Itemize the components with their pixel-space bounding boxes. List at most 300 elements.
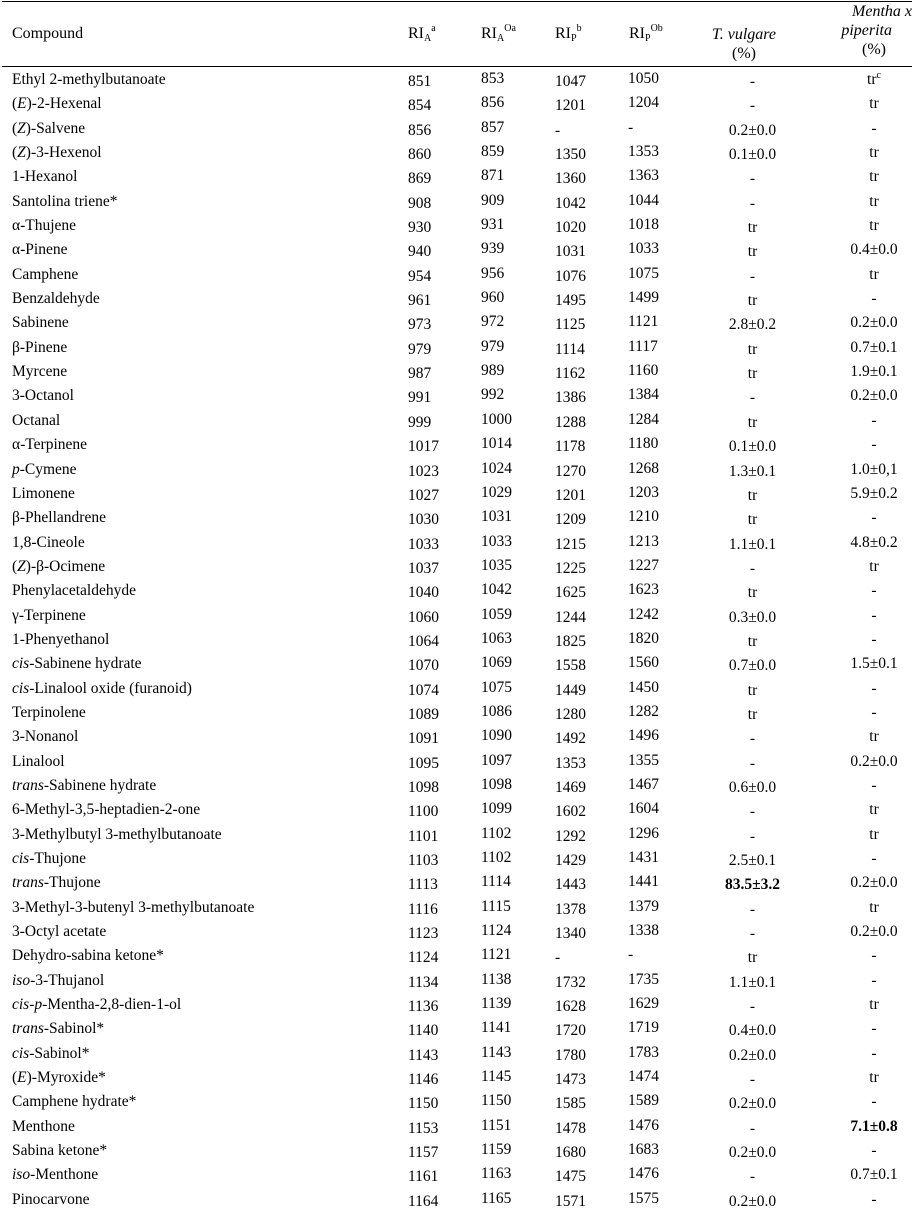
ri-p-o-value: 1121 — [628, 313, 659, 331]
ri-a-value: 1161 — [408, 1168, 439, 1186]
t-vulgare-value: - — [749, 97, 756, 115]
ri-a-o-value: 1115 — [481, 897, 511, 915]
ri-p-value: 1443 — [555, 876, 586, 894]
ri-p-o-value: 1683 — [628, 1141, 659, 1159]
mentha-piperita-value: - — [871, 411, 877, 429]
ri-p-o-value: 1476 — [628, 1116, 659, 1134]
ri-p-value: 1114 — [555, 340, 585, 358]
compound-name: Sabina ketone* — [12, 1142, 108, 1160]
ri-p-value: 1825 — [555, 632, 586, 650]
compound-name: cis-p-Mentha-2,8-dien-1-ol — [12, 996, 182, 1014]
table-row — [0, 579, 914, 603]
table-row — [0, 165, 914, 189]
ri-p-o-value: 1203 — [628, 483, 659, 501]
header-ri-a: $RI_A^a$ — [408, 23, 436, 44]
ri-a-value: 1150 — [408, 1095, 439, 1113]
table-row — [0, 701, 914, 725]
ri-p-value: 1602 — [555, 803, 586, 821]
table-row — [0, 652, 914, 676]
mentha-piperita-value: - — [871, 703, 877, 721]
ri-a-value: 1074 — [408, 681, 439, 699]
compound-name: (E)-Myroxide* — [12, 1069, 106, 1087]
table-row — [0, 287, 914, 311]
ri-p-o-value: 1284 — [628, 410, 659, 428]
ri-p-value: 1780 — [555, 1046, 586, 1064]
mentha-piperita-value: - — [871, 850, 877, 867]
ri-a-o-value: 992 — [481, 386, 505, 404]
ri-a-o-value: 1075 — [481, 678, 512, 696]
t-vulgare-value: - — [749, 1119, 756, 1137]
compound-name: Myrcene — [12, 363, 68, 381]
ri-a-value: 1124 — [408, 949, 439, 967]
ri-a-o-value: 1042 — [481, 581, 512, 599]
ri-a-value: 1164 — [408, 1192, 439, 1210]
mentha-piperita-value: - — [871, 776, 877, 794]
ri-p-value: 1478 — [555, 1119, 586, 1137]
ri-a-o-value: 1143 — [481, 1043, 512, 1061]
mentha-piperita-value: $tr^c$ — [867, 70, 881, 88]
mentha-piperita-value: 0.4±0.0 — [850, 241, 898, 259]
t-vulgare-value: tr — [747, 219, 758, 237]
compound-name: Menthone — [12, 1117, 75, 1135]
compound-name: α-Terpinene — [12, 436, 88, 454]
t-vulgare-value: tr — [747, 632, 758, 650]
table-row — [0, 1115, 914, 1139]
mentha-piperita-value: 0.2±0.0 — [850, 923, 898, 941]
table-row — [0, 628, 914, 652]
t-vulgare-value: 0.2±0.0 — [728, 1046, 777, 1064]
ri-p-o-value: 1044 — [628, 191, 659, 209]
ri-a-value: 1017 — [408, 438, 439, 456]
t-vulgare-value: tr — [747, 340, 758, 358]
ri-a-o-value: 1035 — [481, 556, 512, 574]
compound-name: Octanal — [12, 411, 61, 429]
ri-p-value: 1492 — [555, 730, 586, 748]
compound-name: (Z)-Salvene — [12, 119, 86, 137]
t-vulgare-value: 1.1±0.1 — [728, 535, 777, 553]
mentha-piperita-value: 7.1±0.8 — [850, 1117, 898, 1135]
table-row — [0, 847, 914, 871]
table-row — [0, 750, 914, 774]
table-row — [0, 725, 914, 749]
header-mentha-piperita: Mentha x piperita (%) — [841, 3, 912, 58]
mentha-piperita-value: tr — [869, 217, 879, 235]
ri-a-o-value: 1145 — [481, 1068, 512, 1086]
ri-p-value: 1020 — [555, 219, 586, 237]
ri-p-o-value: 1210 — [628, 508, 659, 526]
ri-a-o-value: 1031 — [481, 508, 512, 526]
t-vulgare-value: - — [749, 998, 756, 1016]
mentha-piperita-value: - — [871, 947, 877, 965]
mentha-piperita-value: 0.7±0.1 — [850, 1166, 898, 1184]
ri-p-value: 1201 — [555, 486, 586, 504]
mentha-piperita-value: 0.2±0.0 — [850, 314, 898, 332]
compound-name: trans-Sabinene hydrate — [12, 776, 157, 794]
compound-name: Pinocarvone — [12, 1190, 90, 1208]
ri-p-o-value: 1282 — [628, 702, 659, 720]
mentha-piperita-value: - — [871, 582, 877, 600]
ri-a-o-value: 909 — [481, 191, 505, 209]
ri-a-o-value: 1063 — [481, 629, 512, 647]
table-row — [0, 1042, 914, 1066]
ri-a-o-value: 1138 — [481, 970, 512, 988]
ri-p-o-value: 1783 — [628, 1043, 659, 1061]
ri-a-o-value: 979 — [481, 337, 505, 355]
table-row — [0, 92, 914, 116]
header-ri-p-o: $RI_P^{Ob}$ — [629, 23, 663, 44]
t-vulgare-value: 0.7±0.0 — [728, 657, 777, 675]
compound-name: Limonene — [12, 484, 75, 502]
mentha-piperita-value: tr — [869, 728, 879, 746]
t-vulgare-value: 0.2±0.0 — [728, 1192, 777, 1210]
compound-name: (E)-2-Hexenal — [12, 95, 102, 113]
t-vulgare-value: 0.6±0.0 — [728, 778, 777, 796]
ri-a-o-value: 1165 — [481, 1189, 512, 1207]
table-row — [0, 555, 914, 579]
ri-p-o-value: 1033 — [628, 240, 659, 258]
ri-p-value: 1162 — [555, 365, 586, 383]
ri-p-o-value: 1476 — [628, 1165, 659, 1183]
table-row — [0, 190, 914, 214]
table-row — [0, 604, 914, 628]
ri-p-o-value: 1474 — [628, 1068, 659, 1086]
ri-a-value: 869 — [408, 170, 432, 188]
ri-p-value: 1720 — [555, 1022, 586, 1040]
t-vulgare-value: tr — [747, 511, 758, 529]
ri-a-value: 979 — [408, 340, 432, 358]
ri-p-o-value: 1180 — [628, 435, 659, 453]
ri-a-o-value: 931 — [481, 216, 505, 234]
ri-a-value: 1095 — [408, 754, 439, 772]
ri-a-value: 856 — [408, 121, 432, 139]
ri-p-value: 1280 — [555, 705, 586, 723]
ri-a-o-value: 972 — [481, 313, 505, 331]
mentha-piperita-value: 1.5±0.1 — [850, 655, 898, 673]
ri-p-o-value: 1496 — [628, 727, 659, 745]
ri-a-value: 1033 — [408, 535, 439, 553]
mentha-piperita-value: 1.0±0,1 — [850, 460, 898, 478]
header-ri-a-o: $RI_A^{Oa}$ — [481, 23, 516, 44]
compound-name: Dehydro-sabina ketone* — [12, 947, 164, 965]
compound-name: (Z)-β-Ocimene — [12, 557, 106, 575]
mentha-piperita-value: tr — [869, 95, 879, 113]
ri-p-value: 1350 — [555, 146, 586, 164]
table-row — [0, 774, 914, 798]
header-ri-p: $RI_P^b$ — [555, 23, 582, 44]
mentha-piperita-value: - — [871, 436, 877, 454]
mentha-piperita-value: - — [871, 1020, 877, 1038]
ri-a-value: 1060 — [408, 608, 439, 626]
compound-name: 1,8-Cineole — [12, 533, 85, 551]
table-row — [0, 969, 914, 993]
table-row — [0, 433, 914, 457]
ri-p-o-value: 1117 — [628, 337, 658, 355]
compound-name: β-Phellandrene — [12, 509, 106, 527]
ri-a-value: 1064 — [408, 632, 439, 650]
t-vulgare-value: - — [749, 827, 756, 845]
ri-p-o-value: 1338 — [628, 922, 659, 940]
ri-a-o-value: 859 — [481, 143, 505, 161]
table-row — [0, 1139, 914, 1163]
ri-p-o-value: 1353 — [628, 143, 659, 161]
compound-name: γ-Terpinene — [12, 606, 86, 624]
compound-name: Ethyl 2-methylbutanoate — [12, 71, 166, 88]
ri-a-o-value: 1151 — [481, 1116, 512, 1134]
ri-a-value: 1037 — [408, 559, 439, 577]
ri-p-value: 1473 — [555, 1071, 586, 1089]
ri-p-o-value: 1355 — [628, 751, 659, 769]
compound-name: α-Thujene — [12, 217, 77, 235]
t-vulgare-value: 83.5±3.2 — [724, 876, 780, 894]
table-row — [0, 384, 914, 408]
ri-a-o-value: 871 — [481, 167, 505, 185]
mentha-piperita-value: 0.2±0.0 — [850, 752, 898, 770]
t-vulgare-value: 1.3±0.1 — [728, 462, 777, 480]
ri-a-o-value: 1014 — [481, 435, 512, 453]
table-row — [0, 263, 914, 287]
table-row — [0, 531, 914, 555]
ri-p-o-value: 1227 — [628, 556, 659, 574]
ri-p-value: 1585 — [555, 1095, 586, 1113]
ri-a-o-value: 1150 — [481, 1092, 512, 1110]
ri-a-o-value: 1029 — [481, 483, 512, 501]
t-vulgare-value: - — [749, 389, 756, 407]
ri-a-value: 1153 — [408, 1119, 439, 1137]
ri-a-value: 973 — [408, 316, 432, 334]
table-row — [0, 311, 914, 335]
compound-name: cis-Sabinene hydrate — [12, 655, 142, 673]
ri-p-value: 1292 — [555, 827, 586, 845]
ri-p-o-value: 1499 — [628, 289, 659, 307]
ri-a-value: 999 — [408, 413, 432, 431]
ri-a-value: 1040 — [408, 584, 439, 602]
table-top-rule — [2, 1, 912, 2]
t-vulgare-value: - — [749, 559, 756, 577]
t-vulgare-value: 0.3±0.0 — [728, 608, 777, 626]
ri-p-o-value: 1050 — [628, 70, 659, 87]
ri-p-value: 1076 — [555, 267, 586, 285]
ri-a-o-value: 1090 — [481, 727, 512, 745]
ri-p-o-value: 1213 — [628, 532, 659, 550]
compound-name: trans-Thujone — [12, 874, 101, 892]
mentha-piperita-value: - — [871, 679, 877, 697]
compound-name: Terpinolene — [12, 703, 86, 721]
ri-p-value: 1225 — [555, 559, 586, 577]
compound-name: iso-Menthone — [12, 1166, 99, 1184]
ri-a-value: 1140 — [408, 1022, 439, 1040]
compound-name: trans-Sabinol* — [12, 1020, 105, 1038]
ri-p-value: 1270 — [555, 462, 586, 480]
ri-p-o-value: - — [628, 946, 634, 964]
table-row — [0, 1017, 914, 1041]
table-row — [0, 214, 914, 238]
ri-a-value: 1116 — [408, 900, 438, 918]
ri-p-o-value: 1623 — [628, 581, 659, 599]
ri-p-o-value: 1431 — [628, 849, 659, 866]
ri-a-value: 851 — [408, 73, 432, 90]
t-vulgare-value: tr — [747, 949, 758, 967]
ri-p-value: 1125 — [555, 316, 586, 334]
ri-p-value: 1628 — [555, 998, 586, 1016]
t-vulgare-value: - — [749, 73, 756, 90]
ri-a-o-value: 1139 — [481, 995, 512, 1013]
compound-name: 3-Octyl acetate — [12, 923, 107, 941]
ri-a-value: 954 — [408, 267, 432, 285]
ri-a-o-value: 1059 — [481, 605, 512, 623]
ri-a-o-value: 1102 — [481, 824, 512, 842]
compound-name: Camphene — [12, 265, 79, 283]
mentha-piperita-value: 4.8±0.2 — [850, 533, 898, 551]
ri-p-o-value: 1820 — [628, 629, 659, 647]
ri-p-value: 1360 — [555, 170, 586, 188]
header-bottom-rule — [2, 66, 912, 67]
ri-a-value: 940 — [408, 243, 432, 261]
ri-p-o-value: 1560 — [628, 654, 659, 672]
compound-name: 3-Methylbutyl 3-methylbutanoate — [12, 825, 222, 843]
t-vulgare-value: tr — [747, 681, 758, 699]
ri-a-o-value: 856 — [481, 94, 505, 112]
ri-a-value: 1089 — [408, 705, 439, 723]
compound-name: iso-3-Thujanol — [12, 971, 105, 989]
ri-a-value: 1070 — [408, 657, 439, 675]
mentha-piperita-value: - — [871, 119, 877, 137]
compound-name: 1-Hexanol — [12, 168, 78, 186]
table-row — [0, 1188, 914, 1212]
compound-name: Benzaldehyde — [12, 290, 100, 308]
mentha-piperita-value: - — [871, 971, 877, 989]
compound-name: β-Pinene — [12, 338, 68, 356]
ri-p-value: 1201 — [555, 97, 586, 115]
ri-a-o-value: 939 — [481, 240, 505, 258]
t-vulgare-value: 0.1±0.0 — [728, 146, 777, 164]
ri-a-value: 1143 — [408, 1046, 439, 1064]
t-vulgare-value: tr — [747, 243, 758, 261]
compound-name: p-Cymene — [12, 460, 77, 478]
table-row — [0, 360, 914, 384]
ri-p-value: 1429 — [555, 852, 586, 869]
table-row — [0, 1090, 914, 1114]
ri-a-value: 1027 — [408, 486, 439, 504]
ri-p-value: 1378 — [555, 900, 586, 918]
ri-a-value: 991 — [408, 389, 432, 407]
ri-a-o-value: 1098 — [481, 775, 512, 793]
compound-name: Phenylacetaldehyde — [12, 582, 136, 600]
t-vulgare-value: - — [749, 803, 756, 821]
t-vulgare-value: - — [749, 1071, 756, 1089]
compound-name: Linalool — [12, 752, 65, 770]
t-vulgare-value: 2.8±0.2 — [728, 316, 777, 334]
t-vulgare-value: - — [749, 267, 756, 285]
ri-p-value: 1680 — [555, 1144, 586, 1162]
ri-p-value: 1495 — [555, 292, 586, 310]
t-vulgare-value: - — [749, 754, 756, 772]
mentha-piperita-value: 1.9±0.1 — [850, 363, 898, 381]
ri-a-o-value: 853 — [481, 70, 505, 87]
t-vulgare-value: - — [749, 730, 756, 748]
table-row — [0, 238, 914, 262]
table-row — [0, 920, 914, 944]
ri-p-o-value: 1719 — [628, 1019, 659, 1037]
t-vulgare-value: - — [749, 170, 756, 188]
ri-p-o-value: 1384 — [628, 386, 659, 404]
ri-p-value: 1449 — [555, 681, 586, 699]
ri-a-value: 987 — [408, 365, 432, 383]
mentha-piperita-value: tr — [869, 557, 879, 575]
ri-p-o-value: 1268 — [628, 459, 659, 477]
ri-a-value: 1113 — [408, 876, 438, 894]
ri-a-value: 1134 — [408, 973, 439, 991]
table-row — [0, 823, 914, 847]
mentha-piperita-value: tr — [869, 898, 879, 916]
compound-name: Camphene hydrate* — [12, 1093, 137, 1111]
header-compound: Compound — [12, 25, 84, 42]
ri-p-o-value: 1629 — [628, 995, 659, 1013]
compound-name: (Z)-3-Hexenol — [12, 144, 102, 162]
compound-name: cis-Linalool oxide (furanoid) — [12, 679, 192, 697]
ri-a-o-value: 857 — [481, 118, 505, 136]
ri-p-value: 1340 — [555, 925, 586, 943]
ri-a-o-value: 1124 — [481, 922, 512, 940]
ri-p-value: 1353 — [555, 754, 586, 772]
table-row — [0, 871, 914, 895]
ri-a-o-value: 1099 — [481, 800, 512, 818]
table-row — [0, 1163, 914, 1187]
ri-p-o-value: 1575 — [628, 1189, 659, 1207]
ri-p-value: 1571 — [555, 1192, 586, 1210]
ri-p-value: - — [555, 949, 561, 967]
t-vulgare-value: 0.2±0.0 — [728, 121, 777, 139]
t-vulgare-value: 0.2±0.0 — [728, 1144, 777, 1162]
mentha-piperita-value: 0.2±0.0 — [850, 874, 898, 892]
table-row — [0, 993, 914, 1017]
mentha-piperita-value: - — [871, 509, 877, 527]
ri-a-o-value: 1102 — [481, 849, 512, 866]
ri-a-value: 1101 — [408, 827, 439, 845]
ri-a-value: 1030 — [408, 511, 439, 529]
ri-p-o-value: 1363 — [628, 167, 659, 185]
ri-p-value: 1244 — [555, 608, 586, 626]
table-row — [0, 141, 914, 165]
compound-name: cis-Thujone — [12, 850, 87, 867]
ri-p-value: 1031 — [555, 243, 586, 261]
t-vulgare-value: 0.1±0.0 — [728, 438, 777, 456]
mentha-piperita-value: tr — [869, 801, 879, 819]
ri-a-o-value: 1000 — [481, 410, 512, 428]
table-row — [0, 1066, 914, 1090]
table-row — [0, 336, 914, 360]
ri-a-o-value: 1069 — [481, 654, 512, 672]
ri-a-o-value: 1159 — [481, 1141, 512, 1159]
table-row — [0, 798, 914, 822]
ri-a-o-value: 1114 — [481, 873, 511, 891]
ri-p-value: 1732 — [555, 973, 586, 991]
ri-a-value: 1103 — [408, 852, 439, 869]
mentha-piperita-value: 0.7±0.1 — [850, 338, 898, 356]
ri-p-o-value: 1242 — [628, 605, 659, 623]
compound-name: 3-Nonanol — [12, 728, 79, 746]
ri-p-o-value: 1735 — [628, 970, 659, 988]
compound-name: 3-Methyl-3-butenyl 3-methylbutanoate — [12, 898, 255, 916]
mentha-piperita-value: tr — [869, 996, 879, 1014]
table-row — [0, 68, 914, 92]
t-vulgare-value: - — [749, 900, 756, 918]
ri-p-o-value: 1075 — [628, 264, 659, 282]
mentha-piperita-value: - — [871, 1044, 877, 1062]
table-row — [0, 482, 914, 506]
mentha-piperita-value: tr — [869, 825, 879, 843]
table-row — [0, 677, 914, 701]
table-row — [0, 409, 914, 433]
